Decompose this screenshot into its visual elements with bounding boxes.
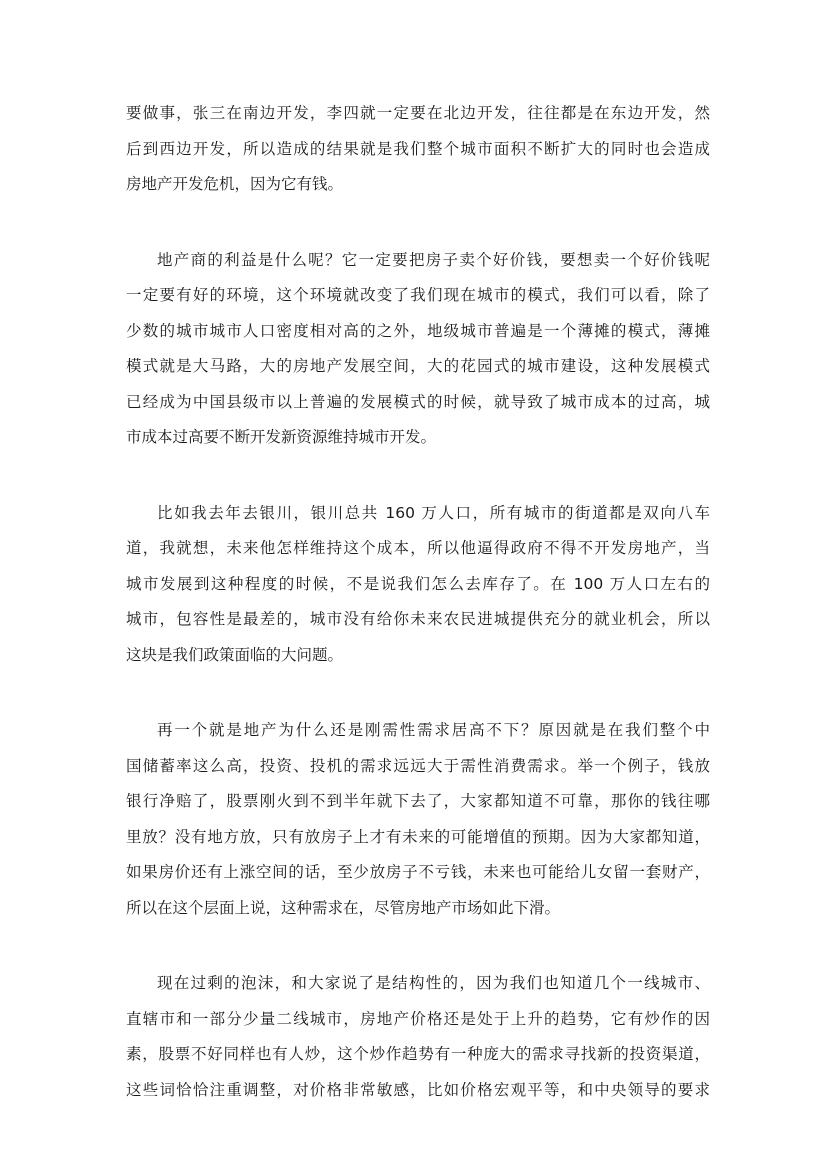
text-line: 模式就是大马路，大的房地产发展空间，大的花园式的城市建设，这种发展模式 (126, 357, 710, 375)
text-line: 房地产开发危机，因为它有钱。 (126, 175, 344, 193)
text-line: 素，股票不好同样也有人炒，这个炒作趋势有一种庞大的需求寻找新的投资渠道， (126, 1045, 710, 1063)
text-line: 要做事，张三在南边开发，李四就一定要在北边开发，往往都是在东边开发，然 (126, 104, 710, 122)
text-line: 道，我就想，未来他怎样维持这个成本，所以他逼得政府不得不开发房地产，当 (126, 539, 710, 557)
text-line: 里放？没有地方放，只有放房子上才有未来的可能增值的预期。因为大家都知道， (126, 827, 710, 846)
paragraph-1 (126, 96, 710, 203)
text-line: 地产商的利益是什么呢？它一定要把房子卖个好价钱，要想卖一个好价钱呢 (157, 250, 710, 269)
text-line: 比如我去年去银川，银川总共 160 万人口，所有城市的街道都是双向八车 (157, 503, 710, 522)
text-line: 一定要有好的环境，这个环境就改变了我们现在城市的模式，我们可以看，除了 (126, 286, 710, 304)
document-body (126, 96, 710, 1148)
text-line: 少数的城市城市人口密度相对高的之外，地级城市普遍是一个薄摊的模式，薄摊 (126, 321, 710, 340)
text-line: 现在过剩的泡沫，和大家说了是结构性的，因为我们也知道几个一线城市、 (157, 974, 710, 992)
text-line: 这块是我们政策面临的大问题。 (126, 645, 344, 664)
text-line: 后到西边开发，所以造成的结果就是我们整个城市面积不断扩大的同时也会造成 (126, 139, 710, 158)
paragraph-3 (126, 496, 710, 674)
text-line: 所以在这个层面上说，这种需求在，尽管房地产市场如此下滑。 (126, 898, 561, 917)
text-line: 城市，包容性是最差的，城市没有给你未来农民进城提供充分的就业机会，所以 (126, 610, 710, 628)
text-line: 市成本过高要不断开发新资源维持城市开发。 (126, 428, 437, 446)
paragraph-4 (126, 713, 710, 926)
text-line: 银行净赔了，股票刚火到不到半年就下去了，大家都知道不可靠，那你的钱往哪 (126, 792, 710, 810)
text-line: 已经成为中国县级市以上普遍的发展模式的时候，就导致了城市成本的过高，城 (126, 392, 710, 411)
text-line: 再一个就是地产为什么还是刚需性需求居高不下？原因就是在我们整个中 (157, 721, 710, 739)
text-line: 这些词恰恰注重调整，对价格非常敏感，比如价格宏观平等，和中央领导的要求 (126, 1080, 710, 1099)
text-line: 国储蓄率这么高，投资、投机的需求远远大于需性消费需求。举一个例子，钱放 (126, 756, 710, 775)
paragraph-5 (126, 966, 710, 1108)
paragraph-2 (126, 243, 710, 456)
text-line: 如果房价还有上涨空间的话，至少放房子不亏钱，未来也可能给儿女留一套财产， (126, 863, 710, 881)
text-line: 城市发展到这种程度的时候，不是说我们怎么去库存了。在 100 万人口左右的 (126, 574, 710, 593)
text-line: 直辖市和一部分少量二线城市，房地产价格还是处于上升的趋势，它有炒作的因 (126, 1009, 710, 1028)
